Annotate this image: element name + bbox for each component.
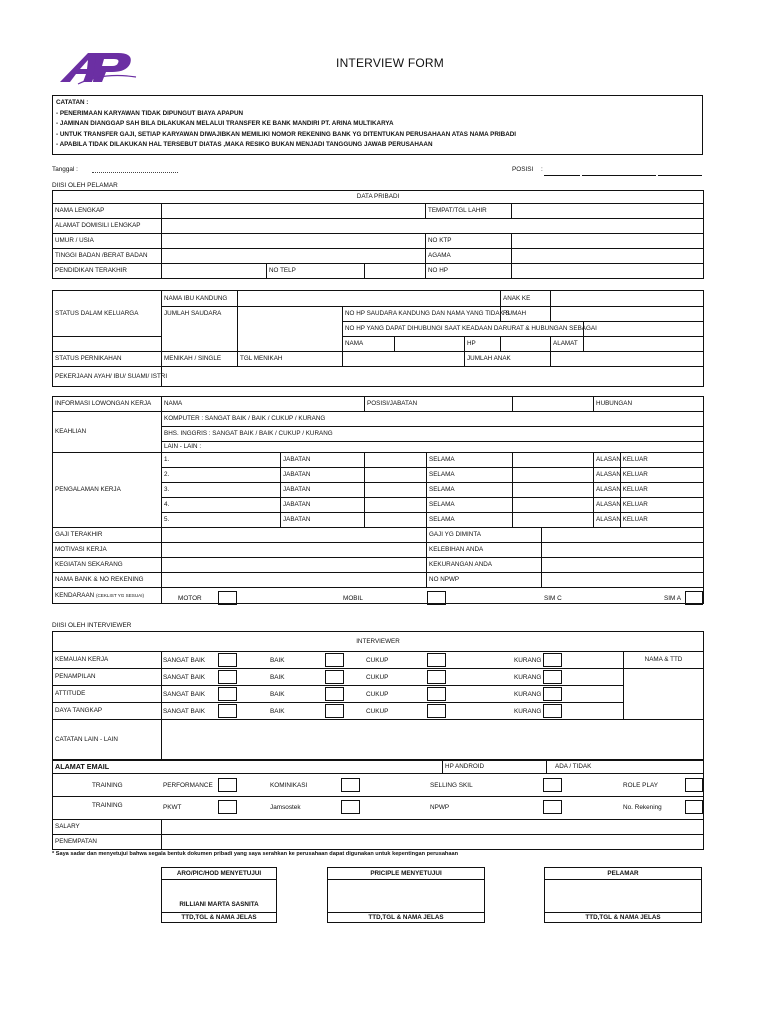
field-height-weight[interactable] bbox=[162, 249, 426, 264]
empty-cell bbox=[53, 337, 162, 352]
label-reason: ALASAN KELUAR bbox=[594, 513, 621, 528]
label-height-weight: TINGGI BADAN /BERAT BADAN bbox=[53, 249, 162, 264]
family-table bbox=[52, 290, 704, 387]
label-vacancy-position: POSISI/JABATAN bbox=[365, 397, 513, 412]
field-current-activity[interactable] bbox=[162, 558, 427, 573]
less-label: KURANG bbox=[514, 708, 542, 715]
label-weaknesses: KEKURANGAN ANDA bbox=[427, 558, 542, 573]
very-good-label: SANGAT BAIK bbox=[163, 691, 206, 698]
signature-box-applicant[interactable] bbox=[544, 867, 702, 923]
field-name-sign[interactable] bbox=[624, 669, 704, 720]
good-checkbox[interactable] bbox=[325, 653, 344, 667]
signature-footer: TTD,TGL & NAMA JELAS bbox=[545, 912, 701, 922]
less-checkbox[interactable] bbox=[543, 653, 562, 667]
field-home[interactable] bbox=[551, 307, 704, 322]
label-job-title: JABATAN bbox=[281, 468, 365, 483]
field-job-title[interactable] bbox=[365, 468, 427, 483]
enough-checkbox[interactable] bbox=[427, 704, 446, 718]
label-siblings: JUMLAH SAUDARA bbox=[162, 307, 238, 352]
field-religion[interactable] bbox=[512, 249, 704, 264]
experience-row-number: 5. bbox=[162, 513, 281, 528]
field-strengths[interactable] bbox=[542, 543, 704, 558]
pkwt-checkbox[interactable] bbox=[218, 800, 237, 814]
field-age[interactable] bbox=[162, 234, 426, 249]
label-married-single: MENIKAH / SINGLE bbox=[162, 352, 238, 367]
good-checkbox[interactable] bbox=[325, 704, 344, 718]
rekening-label: No. Rekening bbox=[623, 804, 662, 811]
label-reason: ALASAN KELUAR bbox=[594, 468, 621, 483]
field-weaknesses[interactable] bbox=[542, 558, 704, 573]
label-placement: PENEMPATAN bbox=[53, 835, 162, 850]
rekening-checkbox[interactable] bbox=[685, 800, 703, 814]
field-job-title[interactable] bbox=[365, 483, 427, 498]
very-good-checkbox[interactable] bbox=[218, 704, 237, 718]
field-mobile[interactable] bbox=[512, 264, 704, 279]
label-duration: SELAMA bbox=[427, 468, 513, 483]
label-address: ALAMAT DOMISILI LENGKAP bbox=[53, 219, 162, 234]
label-job-title: JABATAN bbox=[281, 483, 365, 498]
label-sibling-phone: NO HP SAUDARA KANDUNG DAN NAMA YANG TIDAK S bbox=[343, 307, 501, 322]
less-label: KURANG bbox=[514, 674, 542, 681]
simc-label: SIM C bbox=[544, 595, 562, 602]
eval-label: KEMAUAN KERJA bbox=[53, 652, 162, 669]
experience-row-number: 1. bbox=[162, 453, 281, 468]
experience-row-number: 3. bbox=[162, 483, 281, 498]
field-emergency-address[interactable] bbox=[584, 337, 704, 352]
signature-title: PELAMAR bbox=[545, 868, 701, 880]
enough-label: CUKUP bbox=[366, 674, 389, 681]
selling-checkbox[interactable] bbox=[543, 778, 562, 792]
signature-box-principle[interactable] bbox=[327, 867, 485, 923]
label-home: RUMAH bbox=[501, 307, 551, 322]
field-duration[interactable] bbox=[513, 483, 594, 498]
label-job-title: JABATAN bbox=[281, 513, 365, 528]
good-label: BAIK bbox=[270, 674, 285, 681]
interviewer-section-title: INTERVIEWER bbox=[53, 632, 704, 652]
position-field[interactable] bbox=[582, 175, 656, 176]
npwp-label: NPWP bbox=[430, 804, 450, 811]
label-reason: ALASAN KELUAR bbox=[594, 498, 621, 513]
label-children: JUMLAH ANAK bbox=[465, 352, 551, 367]
label-full-name: NAMA LENGKAP bbox=[53, 204, 162, 219]
field-duration[interactable] bbox=[513, 453, 594, 468]
very-good-label: SANGAT BAIK bbox=[163, 657, 206, 664]
car-label: MOBIL bbox=[343, 595, 363, 602]
good-checkbox[interactable] bbox=[325, 670, 344, 684]
label-child-of: ANAK KE bbox=[501, 291, 551, 307]
less-checkbox[interactable] bbox=[543, 687, 562, 701]
label-vacancy-relation: HUBUNGAN bbox=[594, 397, 704, 412]
signature-title: PRICIPLE MENYETUJUI bbox=[328, 868, 484, 880]
sima-checkbox[interactable] bbox=[685, 591, 703, 605]
good-checkbox[interactable] bbox=[325, 687, 344, 701]
field-address[interactable] bbox=[162, 219, 704, 234]
field-phone[interactable] bbox=[365, 264, 426, 279]
performance-label: PERFORMANCE bbox=[163, 782, 213, 789]
company-logo bbox=[58, 50, 138, 86]
enough-checkbox[interactable] bbox=[427, 653, 446, 667]
very-good-label: SANGAT BAIK bbox=[163, 674, 206, 681]
field-npwp[interactable] bbox=[542, 573, 704, 588]
label-mother: NAMA IBU KANDUNG bbox=[162, 291, 238, 307]
field-motivation[interactable] bbox=[162, 543, 427, 558]
label-skills: KEAHLIAN bbox=[53, 412, 162, 453]
good-label: BAIK bbox=[270, 657, 285, 664]
very-good-checkbox[interactable] bbox=[218, 687, 237, 701]
label-vacancy-name: NAMA bbox=[162, 397, 365, 412]
label-vehicle bbox=[53, 588, 162, 604]
label-duration: SELAMA bbox=[427, 513, 513, 528]
label-bank: NAMA BANK & NO REKENING bbox=[53, 573, 162, 588]
label-expected-salary: GAJI YG DIMINTA bbox=[427, 528, 542, 543]
field-duration[interactable] bbox=[513, 468, 594, 483]
label-salary: SALARY bbox=[53, 820, 162, 835]
label-marital: STATUS PERNIKAHAN bbox=[53, 352, 162, 367]
training-row-1 bbox=[53, 774, 704, 797]
field-emergency[interactable] bbox=[584, 322, 704, 337]
signature-name: RILLIANI MARTA SASNITA bbox=[179, 901, 259, 908]
label-strengths: KELEBIHAN ANDA bbox=[427, 543, 542, 558]
label-job-title: JABATAN bbox=[281, 453, 365, 468]
enough-label: CUKUP bbox=[366, 657, 389, 664]
signature-footer: TTD,TGL & NAMA JELAS bbox=[162, 912, 276, 922]
position-colon: : bbox=[541, 166, 543, 173]
field-ktp[interactable] bbox=[512, 234, 704, 249]
label-duration: SELAMA bbox=[427, 498, 513, 513]
field-duration[interactable] bbox=[513, 513, 594, 528]
field-other-notes[interactable] bbox=[162, 720, 704, 760]
enough-label: CUKUP bbox=[366, 708, 389, 715]
field-job-title[interactable] bbox=[365, 453, 427, 468]
less-checkbox[interactable] bbox=[543, 670, 562, 684]
field-emergency-name[interactable] bbox=[395, 337, 465, 352]
training-label: TRAINING bbox=[92, 802, 123, 809]
less-label: KURANG bbox=[514, 657, 542, 664]
good-label: BAIK bbox=[270, 708, 285, 715]
label-current-activity: KEGIATAN SEKARANG bbox=[53, 558, 162, 573]
label-duration: SELAMA bbox=[427, 453, 513, 468]
consent-statement: * Saya sadar dan menyetujui bahwa segala bentuk dokumen pribadi yang saya serahkan ke perusahaan dapat digunakan untuk kepentingan perusahaan bbox=[52, 851, 458, 857]
position-label: POSISI bbox=[512, 166, 534, 173]
label-experience: PENGALAMAN KERJA bbox=[53, 453, 162, 528]
notes-heading: CATATAN : bbox=[56, 99, 89, 106]
enough-checkbox[interactable] bbox=[427, 687, 446, 701]
work-table bbox=[52, 396, 704, 604]
vehicle-label: KENDARAAN bbox=[55, 591, 95, 599]
label-vacancy-info: INFORMASI LOWONGAN KERJA bbox=[53, 397, 162, 412]
motor-checkbox[interactable] bbox=[218, 591, 237, 605]
field-bank[interactable] bbox=[162, 573, 427, 588]
date-field[interactable] bbox=[92, 172, 178, 173]
field-education[interactable] bbox=[162, 264, 267, 279]
filled-by-interviewer: DIISI OLEH INTERVIEWER bbox=[52, 622, 132, 629]
date-label: Tanggal : bbox=[52, 166, 78, 173]
field-last-salary[interactable] bbox=[162, 528, 427, 543]
label-education: PENDIDIKAN TERAKHIR bbox=[53, 264, 162, 279]
field-mother[interactable] bbox=[238, 291, 501, 307]
label-duration: SELAMA bbox=[427, 483, 513, 498]
very-good-checkbox[interactable] bbox=[218, 670, 237, 684]
jamsostek-label: Jamsostek bbox=[270, 804, 301, 811]
npwp-checkbox[interactable] bbox=[543, 800, 562, 814]
skill-computer[interactable]: KOMPUTER : SANGAT BAIK / BAIK / CUKUP / KURANG bbox=[162, 412, 704, 427]
label-motivation: MOTIVASI KERJA bbox=[53, 543, 162, 558]
label-emergency-hp: HP bbox=[465, 337, 501, 352]
less-label: KURANG bbox=[514, 691, 542, 698]
field-full-name[interactable] bbox=[162, 204, 426, 219]
label-ktp: NO KTP bbox=[426, 234, 512, 249]
motor-label: MOTOR bbox=[178, 595, 202, 602]
very-good-label: SANGAT BAIK bbox=[163, 708, 206, 715]
field-emergency-hp[interactable] bbox=[501, 337, 551, 352]
selling-label: SELLING SKIL bbox=[430, 782, 473, 789]
label-phone: NO TELP bbox=[267, 264, 365, 279]
note-line: - PENERIMAAN KARYAWAN TIDAK DIPUNGUT BIAYA APAPUN bbox=[56, 109, 244, 117]
label-job-title: JABATAN bbox=[281, 498, 365, 513]
field-job-title[interactable] bbox=[365, 498, 427, 513]
field-children[interactable] bbox=[551, 352, 704, 367]
communication-label: KOMINIKASI bbox=[270, 782, 308, 789]
car-checkbox[interactable] bbox=[427, 591, 446, 605]
notes-box bbox=[52, 95, 703, 155]
label-emergency-address: ALAMAT bbox=[551, 337, 584, 352]
label-emergency-name: NAMA bbox=[343, 337, 395, 352]
field-child-of[interactable] bbox=[551, 291, 704, 307]
field-placement[interactable] bbox=[162, 835, 704, 850]
communication-checkbox[interactable] bbox=[341, 778, 360, 792]
label-reason: ALASAN KELUAR bbox=[594, 453, 621, 468]
label-emergency: NO HP YANG DAPAT DIHUBUNGI SAAT KEADAAN DARURAT & HUBUNGAN SEBAGAI bbox=[343, 322, 584, 337]
note-line: - APABILA TIDAK DILAKUKAN HAL TERSEBUT DIATAS ,MAKA RESIKO BUKAN MENJADI TANGGUNG JAWAB PERUSAHAAN bbox=[56, 141, 433, 148]
experience-row-number: 4. bbox=[162, 498, 281, 513]
label-name-sign: NAMA & TTD bbox=[624, 652, 704, 669]
good-label: BAIK bbox=[270, 691, 285, 698]
field-job-title[interactable] bbox=[365, 513, 427, 528]
eval-label: ATTITUDE bbox=[53, 686, 162, 703]
label-age: UMUR / USIA bbox=[53, 234, 162, 249]
signature-footer: TTD,TGL & NAMA JELAS bbox=[328, 912, 484, 922]
field-expected-salary[interactable] bbox=[542, 528, 704, 543]
role-play-checkbox[interactable] bbox=[685, 778, 703, 792]
note-line: - JAMINAN DIANGGAP SAH BILA DILAKUKAN MELALUI TRANSFER KE BANK MANDIRI PT. ARINA MULTIKARYA bbox=[56, 120, 394, 127]
field-siblings[interactable] bbox=[238, 307, 343, 352]
personal-section-title: DATA PRIBADI bbox=[53, 191, 704, 204]
field-vacancy-position[interactable] bbox=[513, 397, 594, 412]
skill-others[interactable]: LAIN - LAIN : bbox=[162, 442, 704, 453]
enough-checkbox[interactable] bbox=[427, 670, 446, 684]
signature-title: ARO/PIC/HOD MENYETUJUI bbox=[162, 868, 276, 880]
personal-data-table bbox=[52, 190, 704, 279]
enough-label: CUKUP bbox=[366, 691, 389, 698]
label-reason: ALASAN KELUAR bbox=[594, 483, 621, 498]
label-occupation: PEKERJAAN AYAH/ IBU/ SUAMI/ ISTRI bbox=[53, 367, 162, 387]
signature-box-aro[interactable] bbox=[161, 867, 277, 923]
label-hp-android: HP ANDROID bbox=[443, 761, 547, 774]
very-good-checkbox[interactable] bbox=[218, 653, 237, 667]
extra-table bbox=[52, 760, 704, 850]
jamsostek-checkbox[interactable] bbox=[341, 800, 360, 814]
eval-label: PENAMPILAN bbox=[53, 669, 162, 686]
position-field[interactable] bbox=[658, 175, 702, 176]
note-line: - UNTUK TRANSFER GAJI, SETIAP KARYAWAN DIWAJIBKAN MEMILIKI NOMOR REKENING BANK YG DITENTUKAN PERUSAHAAN ATAS NAMA PRIBADI bbox=[56, 130, 517, 138]
sima-label: SIM A bbox=[664, 595, 682, 602]
filled-by-applicant: DIISI OLEH PELAMAR bbox=[52, 182, 118, 189]
label-family-status: STATUS DALAM KELUARGA bbox=[53, 291, 162, 337]
position-field[interactable] bbox=[544, 175, 580, 176]
label-yes-no: ADA / TIDAK bbox=[547, 761, 704, 774]
label-email: ALAMAT EMAIL bbox=[53, 761, 443, 774]
label-marriage-date: TGL MENIKAH bbox=[238, 352, 343, 367]
less-checkbox[interactable] bbox=[543, 704, 562, 718]
pkwt-label: PKWT bbox=[163, 804, 182, 811]
label-birth: TEMPAT/TGL LAHIR bbox=[426, 204, 512, 219]
label-mobile: NO HP bbox=[426, 264, 512, 279]
training-row-2 bbox=[53, 797, 704, 820]
training-label: TRAINING bbox=[92, 782, 123, 789]
performance-checkbox[interactable] bbox=[218, 778, 237, 792]
role-play-label: ROLE PLAY bbox=[623, 782, 659, 789]
form-title: INTERVIEW FORM bbox=[336, 56, 444, 70]
experience-row-number: 2. bbox=[162, 468, 281, 483]
field-salary[interactable] bbox=[162, 820, 704, 835]
label-npwp: NO NPWP bbox=[427, 573, 542, 588]
field-occupation[interactable] bbox=[162, 367, 704, 387]
field-marriage-date[interactable] bbox=[343, 352, 465, 367]
skill-english[interactable]: BHS. INGGRIS : SANGAT BAIK / BAIK / CUKUP / KURANG bbox=[162, 427, 704, 442]
field-duration[interactable] bbox=[513, 498, 594, 513]
label-religion: AGAMA bbox=[426, 249, 512, 264]
label-other-notes: CATATAN LAIN - LAIN bbox=[53, 720, 162, 760]
field-birth[interactable] bbox=[512, 204, 704, 219]
vehicle-note: (CEKLIST YG SESUAI) bbox=[95, 592, 145, 598]
label-last-salary: GAJI TERAKHIR bbox=[53, 528, 162, 543]
eval-label: DAYA TANGKAP bbox=[53, 703, 162, 720]
